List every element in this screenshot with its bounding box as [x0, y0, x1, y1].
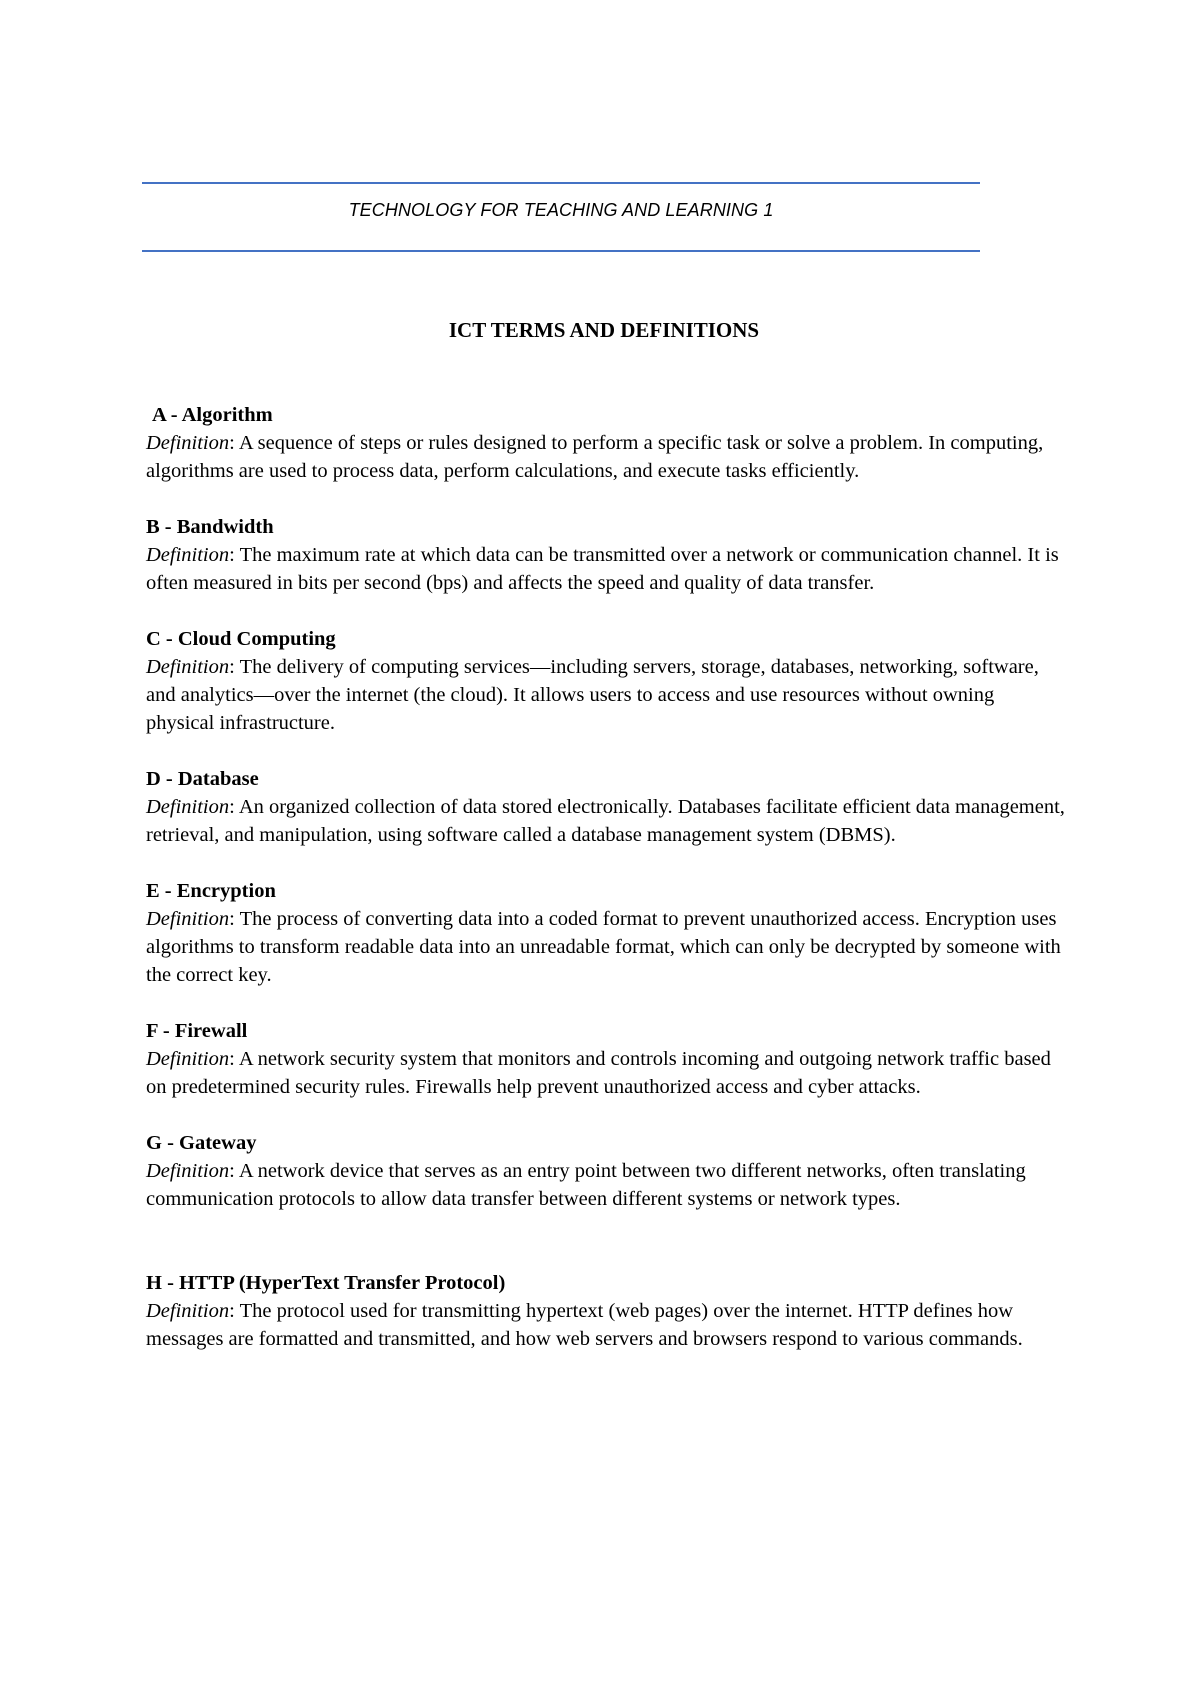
- glossary-entry-bandwidth: [146, 513, 1066, 597]
- definition-label: Definition: [146, 796, 230, 818]
- term-heading: C - Cloud Computing: [146, 628, 336, 650]
- definition-text: : A sequence of steps or rules designed to perform a specific task or solve a problem. In computing, algorithms are used to process data, perform calculations, and execute tasks efficiently.: [146, 432, 1044, 482]
- glossary-entry-firewall: [146, 1017, 1066, 1101]
- document-title: ICT TERMS AND DEFINITIONS: [448, 318, 760, 342]
- definition-label: Definition: [146, 1160, 230, 1182]
- definition-text: : A network device that serves as an entry point between two different networks, often translating communication protocols to allow data transfer between different systems or network types.: [146, 1160, 1026, 1210]
- definition-text: : The process of converting data into a coded format to prevent unauthorized access. Encryption uses algorithms to transform readable data into an unreadable format, which can only be decrypted by someone with the correct key.: [146, 908, 1061, 986]
- glossary-entry-cloud-computing: [146, 625, 1066, 737]
- definition-label: Definition: [146, 656, 230, 678]
- glossary-entry-encryption: [146, 877, 1066, 989]
- header-top-rule: [142, 182, 980, 184]
- term-heading: E - Encryption: [146, 880, 276, 902]
- term-heading: F - Firewall: [146, 1020, 248, 1042]
- definition-text: : The delivery of computing services—including servers, storage, databases, networking, software, and analytics—over the internet (the cloud). It allows users to access and use resources without owning physical infrastructure.: [146, 656, 1039, 734]
- definition-label: Definition: [146, 432, 230, 454]
- header-bottom-rule: [142, 250, 980, 252]
- glossary-entry-database: [146, 765, 1066, 849]
- definition-label: Definition: [146, 544, 230, 566]
- term-heading: D - Database: [146, 768, 259, 790]
- definition-text: : The protocol used for transmitting hypertext (web pages) over the internet. HTTP defines how messages are formatted and transmitted, and how web servers and browsers respond to various commands.: [146, 1300, 1023, 1350]
- term-heading: H - HTTP (HyperText Transfer Protocol): [146, 1272, 506, 1294]
- term-heading: B - Bandwidth: [146, 516, 274, 538]
- definition-text: : A network security system that monitors and controls incoming and outgoing network traffic based on predetermined security rules. Firewalls help prevent unauthorized access and cyber attacks.: [146, 1048, 1051, 1098]
- definition-label: Definition: [146, 1300, 230, 1322]
- definition-label: Definition: [146, 1048, 230, 1070]
- glossary-entry-gateway: [146, 1129, 1066, 1213]
- term-heading: G - Gateway: [146, 1132, 257, 1154]
- glossary-entry-http: [146, 1269, 1066, 1353]
- running-header: TECHNOLOGY FOR TEACHING AND LEARNING 1: [348, 200, 774, 220]
- glossary-list: [146, 401, 1066, 1353]
- definition-text: : The maximum rate at which data can be transmitted over a network or communication channel. It is often measured in bits per second (bps) and affects the speed and quality of data transfer.: [146, 544, 1059, 594]
- term-heading: A - Algorithm: [152, 404, 273, 426]
- definition-label: Definition: [146, 908, 230, 930]
- glossary-entry-algorithm: [146, 401, 1066, 485]
- definition-text: : An organized collection of data stored electronically. Databases facilitate efficient data management, retrieval, and manipulation, using software called a database management system (DBMS).: [146, 796, 1065, 846]
